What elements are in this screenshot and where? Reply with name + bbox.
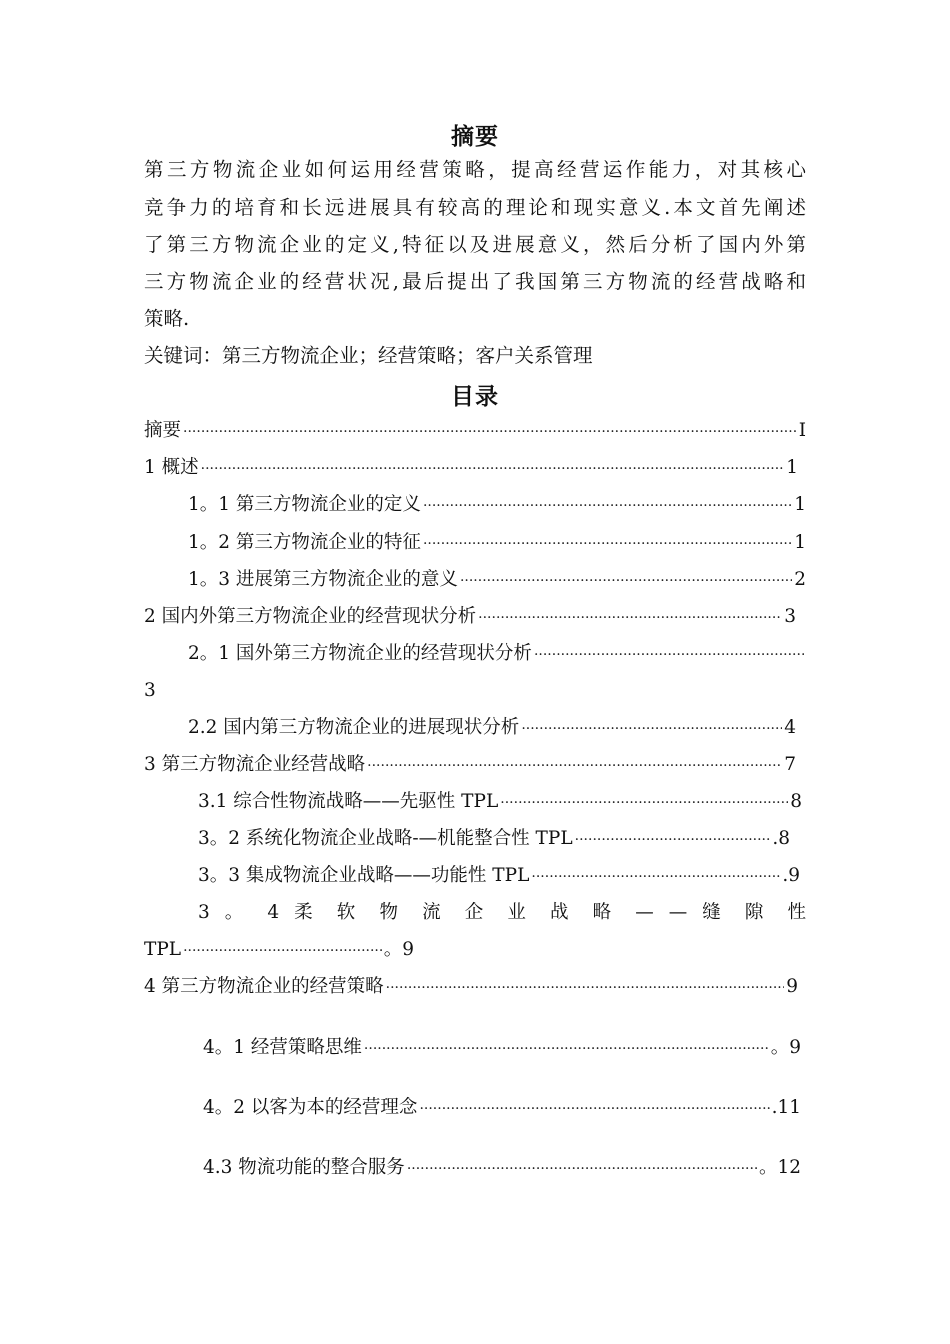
toc-leader bbox=[521, 716, 782, 742]
keywords: 关键词：第三方物流企业；经营策略；客户关系管理 bbox=[144, 344, 593, 367]
toc-entry[interactable] bbox=[144, 974, 798, 1001]
toc-entry-page: .8 bbox=[772, 828, 790, 849]
toc-leader bbox=[201, 456, 785, 482]
toc-leader bbox=[386, 975, 785, 1001]
toc-entry-page: .11 bbox=[771, 1097, 801, 1118]
toc-entry-page: 8 bbox=[790, 791, 802, 812]
toc-leader bbox=[183, 419, 797, 445]
toc-entry-text: 4 第三方物流企业的经营策略 bbox=[144, 976, 384, 997]
toc-entry-spread[interactable]: 3 。 4 柔 软 物 流 企 业 战 略 — — 缝 隙 性 bbox=[198, 902, 806, 923]
abstract-line-5: 策略. bbox=[144, 307, 190, 330]
toc-entry-page: 4 bbox=[784, 717, 796, 738]
toc-leader bbox=[183, 938, 382, 964]
toc-entry-text: 4。2 以客为本的经营理念 bbox=[203, 1097, 418, 1118]
toc-entry[interactable] bbox=[188, 567, 806, 594]
toc-entry-page: I bbox=[798, 420, 806, 441]
toc-entry-text: 4。1 经营策略思维 bbox=[203, 1037, 362, 1058]
toc-entry-text: 2 国内外第三方物流企业的经营现状分析 bbox=[144, 606, 477, 627]
toc-entry-page: 。9 bbox=[383, 939, 414, 960]
toc-entry-text: 1。1 第三方物流企业的定义 bbox=[188, 494, 421, 515]
toc-leader bbox=[367, 753, 782, 779]
toc-entry-page: 2 bbox=[794, 569, 806, 590]
toc-entry-text: TPL bbox=[144, 939, 182, 960]
abstract-line-3: 了第三方物流企业的定义,特征以及进展意义，然后分析了国内外第 bbox=[144, 233, 806, 256]
toc-entry-page: .9 bbox=[782, 865, 800, 886]
toc-leader bbox=[460, 568, 792, 594]
toc-entry[interactable] bbox=[144, 455, 798, 482]
toc-entry[interactable] bbox=[198, 826, 790, 853]
toc-leader bbox=[423, 531, 792, 557]
toc-entry[interactable] bbox=[198, 863, 800, 890]
toc-entry[interactable] bbox=[203, 1035, 801, 1062]
toc-entry-text: 3 第三方物流企业经营战略 bbox=[144, 754, 366, 775]
toc-entry[interactable] bbox=[203, 1095, 801, 1122]
toc-entry-text: 2.2 国内第三方物流企业的进展现状分析 bbox=[188, 717, 520, 738]
toc-title: 目录 bbox=[451, 384, 499, 410]
abstract-line-1: 第三方物流企业如何运用经营策略，提高经营运作能力，对其核心 bbox=[144, 158, 806, 181]
abstract-line-4: 三方物流企业的经营状况,最后提出了我国第三方物流的经营战略和 bbox=[144, 270, 806, 293]
toc-entry-text: 1。3 进展第三方物流企业的意义 bbox=[188, 569, 458, 590]
toc-leader bbox=[407, 1156, 757, 1182]
abstract-line-2: 竞争力的培育和长远进展具有较高的理论和现实意义.本文首先阐述 bbox=[144, 196, 806, 219]
toc-leader bbox=[419, 1096, 769, 1122]
toc-entry[interactable] bbox=[188, 641, 806, 668]
toc-entry-text: 1。2 第三方物流企业的特征 bbox=[188, 532, 421, 553]
toc-entry[interactable] bbox=[188, 715, 796, 742]
toc-leader bbox=[531, 864, 780, 890]
toc-entry-page: 1 bbox=[786, 457, 798, 478]
toc-entry-text: 1 概述 bbox=[144, 457, 199, 478]
toc-entry[interactable] bbox=[144, 937, 414, 964]
toc-leader bbox=[478, 605, 782, 631]
toc-leader bbox=[534, 642, 804, 668]
toc-entry-page: 1 bbox=[794, 532, 806, 553]
abstract-title: 摘要 bbox=[451, 124, 499, 150]
toc-entry-continuation: 3 bbox=[144, 680, 156, 701]
toc-entry-text: 3。3 集成物流企业战略——功能性 TPL bbox=[198, 865, 530, 886]
toc-entry-page: 9 bbox=[786, 976, 798, 997]
toc-entry-text: 摘要 bbox=[144, 420, 182, 441]
toc-leader bbox=[575, 827, 771, 853]
toc-entry[interactable] bbox=[144, 752, 796, 779]
toc-entry[interactable] bbox=[188, 530, 806, 557]
toc-entry-page: 7 bbox=[784, 754, 796, 775]
toc-entry-text: 3.1 综合性物流战略——先驱性 TPL bbox=[198, 791, 499, 812]
toc-entry[interactable] bbox=[198, 789, 802, 816]
toc-entry-text: 4.3 物流功能的整合服务 bbox=[203, 1157, 405, 1178]
toc-entry-page: 1 bbox=[794, 494, 806, 515]
toc-entry-page: 。12 bbox=[758, 1157, 801, 1178]
toc-leader bbox=[423, 493, 792, 519]
toc-entry[interactable] bbox=[144, 418, 806, 445]
toc-entry-text: 3。2 系统化物流企业战略-—机能整合性 TPL bbox=[198, 828, 573, 849]
toc-entry[interactable] bbox=[203, 1155, 801, 1182]
toc-leader bbox=[500, 790, 788, 816]
toc-entry-page: 。9 bbox=[770, 1037, 801, 1058]
toc-entry-text: 2。1 国外第三方物流企业的经营现状分析 bbox=[188, 643, 532, 664]
toc-leader bbox=[364, 1036, 769, 1062]
toc-entry[interactable] bbox=[188, 492, 806, 519]
toc-entry-page: 3 bbox=[784, 606, 796, 627]
toc-entry[interactable] bbox=[144, 604, 796, 631]
